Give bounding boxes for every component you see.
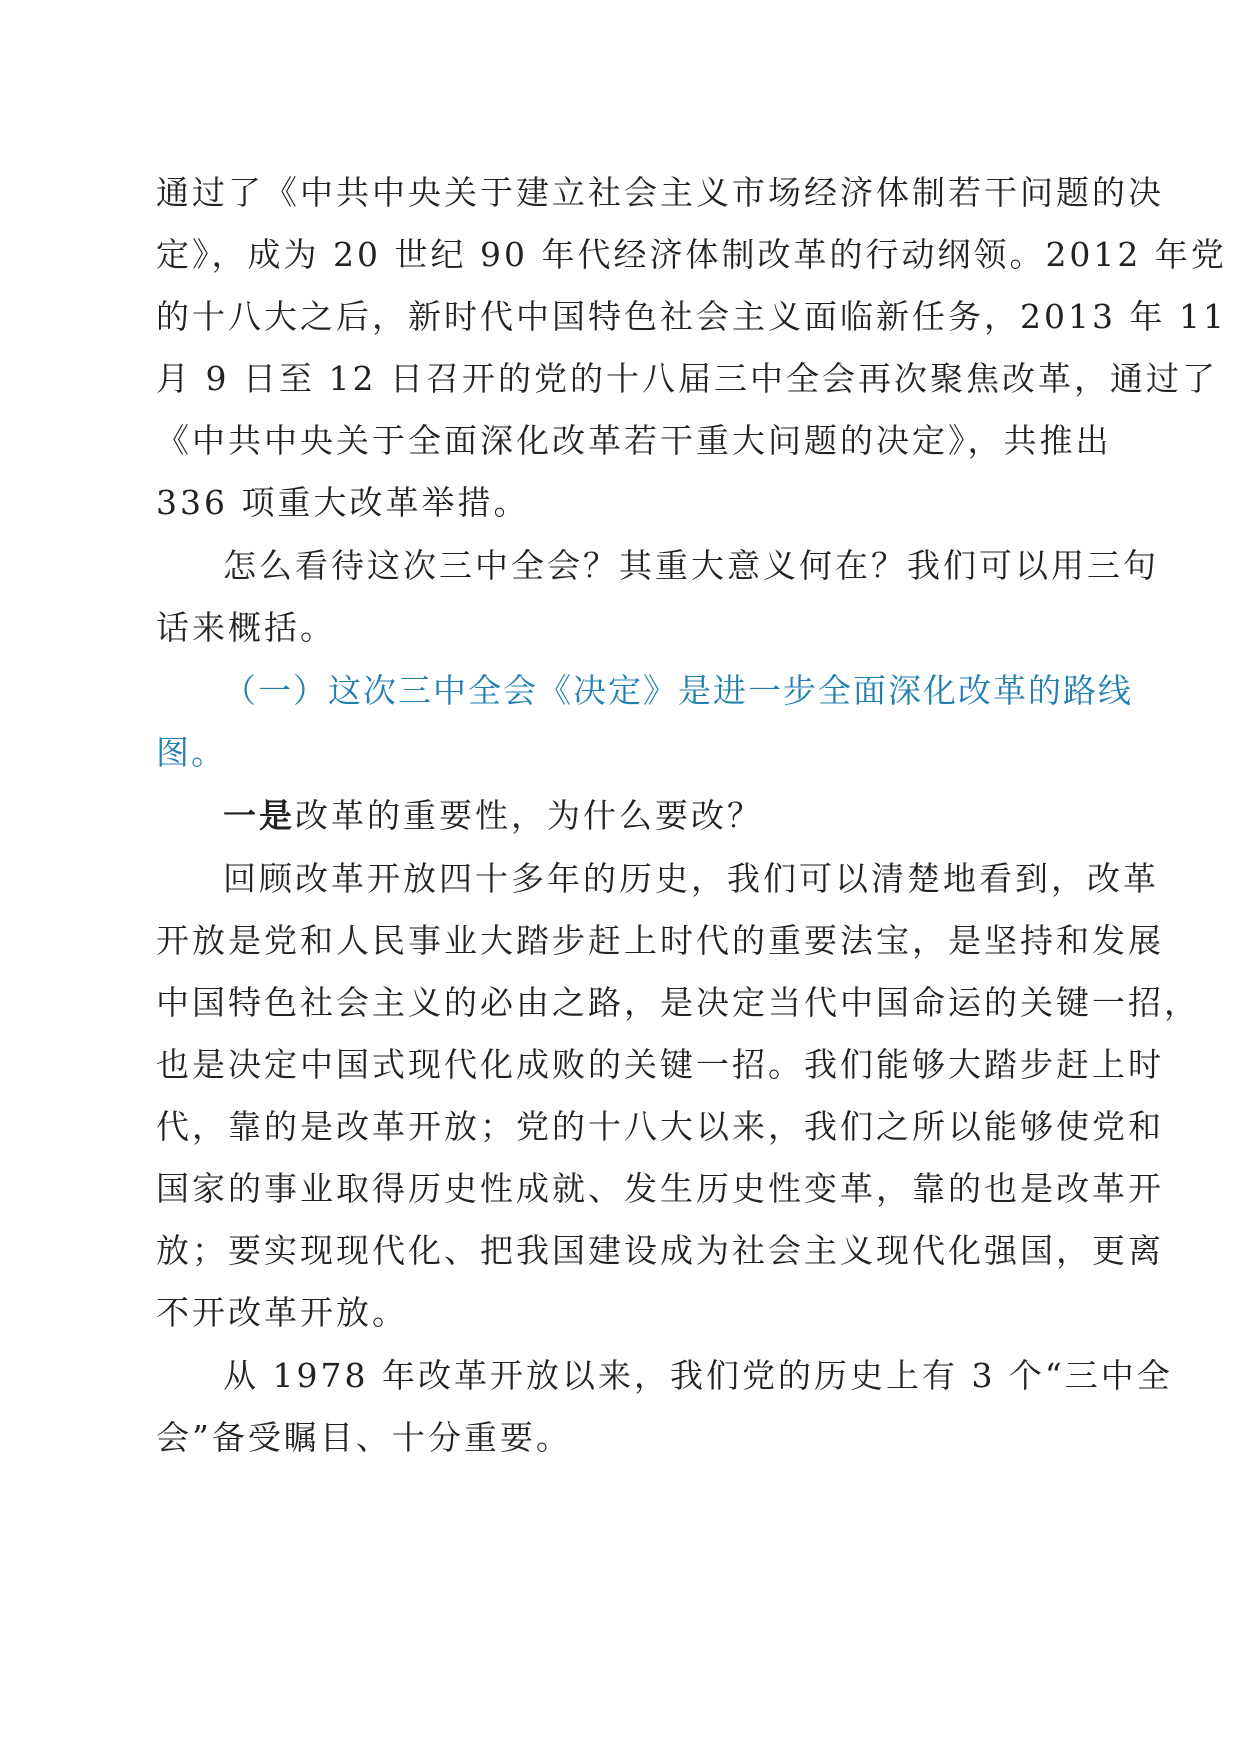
point-1 — [223, 796, 763, 836]
paragraph-1-line-3: 的十八大之后，新时代中国特色社会主义面临新任务，2013 年 11 — [156, 297, 1227, 336]
paragraph-1-line-2: 定》，成为 20 世纪 90 年代经济体制改革的行动纲领。2012 年党 — [156, 235, 1227, 274]
paragraph-4-line-1: 从 1978 年改革开放以来，我们党的历史上有 3 个“三中全 — [223, 1356, 1173, 1395]
paragraph-1-line-6: 336 项重大改革举措。 — [156, 483, 530, 522]
paragraph-1-line-1: 通过了《中共中央关于建立社会主义市场经济体制若干问题的决 — [156, 173, 1164, 212]
paragraph-4-line-2: 会”备受瞩目、十分重要。 — [156, 1418, 572, 1457]
section-heading-line-1: （一）这次三中全会《决定》是进一步全面深化改革的路线 — [223, 671, 1133, 710]
paragraph-3-line-8: 不开改革开放。 — [156, 1293, 408, 1332]
point-1-lead: 一是 — [223, 796, 295, 835]
paragraph-3-line-4: 也是决定中国式现代化成败的关键一招。我们能够大踏步赶上时 — [156, 1045, 1164, 1084]
paragraph-1-line-4: 月 9 日至 12 日召开的党的十八届三中全会再次聚焦改革，通过了 — [156, 359, 1218, 398]
paragraph-3-line-6: 国家的事业取得历史性成就、发生历史性变革，靠的也是改革开 — [156, 1169, 1164, 1208]
paragraph-3-line-7: 放；要实现现代化、把我国建设成为社会主义现代化强国，更离 — [156, 1231, 1164, 1270]
paragraph-3-line-1: 回顾改革开放四十多年的历史，我们可以清楚地看到，改革 — [223, 859, 1159, 898]
point-1-text: 改革的重要性，为什么要改？ — [295, 796, 763, 835]
paragraph-2-line-2: 话来概括。 — [156, 608, 336, 647]
paragraph-3-line-5: 代，靠的是改革开放；党的十八大以来，我们之所以能够使党和 — [156, 1107, 1164, 1146]
paragraph-2-line-1: 怎么看待这次三中全会？其重大意义何在？我们可以用三句 — [223, 546, 1159, 585]
section-heading-line-2: 图。 — [156, 733, 226, 772]
paragraph-1-line-5: 《中共中央关于全面深化改革若干重大问题的决定》，共推出 — [156, 421, 1112, 460]
paragraph-3-line-2: 开放是党和人民事业大踏步赶上时代的重要法宝，是坚持和发展 — [156, 921, 1164, 960]
paragraph-3-line-3: 中国特色社会主义的必由之路，是决定当代中国命运的关键一招， — [156, 983, 1200, 1022]
